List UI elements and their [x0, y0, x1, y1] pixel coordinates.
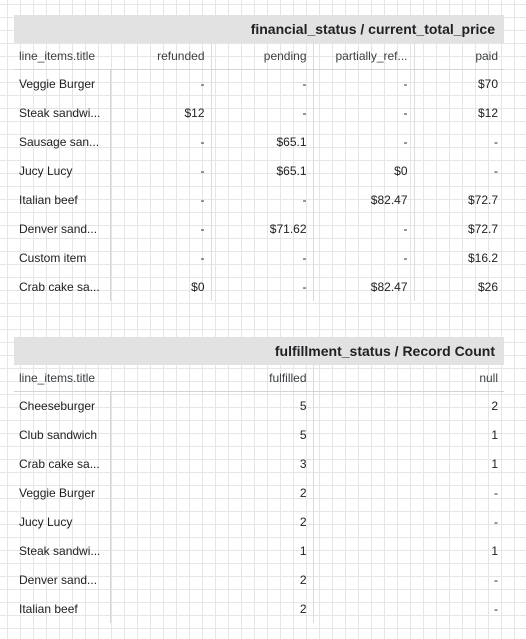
table-cell: -: [110, 156, 211, 185]
table-cell: -: [494, 485, 498, 500]
pivot-grid: [14, 43, 504, 301]
pivot-grid: [14, 365, 504, 623]
table-cell: $0: [313, 156, 414, 185]
table-cell: -: [494, 514, 498, 529]
table-cell: 2: [110, 478, 313, 507]
table-cell: 5: [110, 391, 313, 420]
table-row: [14, 594, 504, 623]
table-cell: $65.1: [211, 127, 313, 156]
table-cell: 1: [110, 536, 313, 565]
table-row: [14, 449, 504, 478]
column-header[interactable]: refunded: [110, 43, 211, 69]
table-cell: $82.47: [313, 272, 414, 301]
header-row: [14, 43, 504, 69]
table-cell: -: [313, 69, 414, 98]
table-cell: 1: [491, 427, 498, 442]
table-cell: $16.2: [467, 250, 498, 265]
table-row: [14, 156, 504, 185]
table-cell: -: [494, 601, 498, 616]
table-cell: -: [110, 243, 211, 272]
table-row: [14, 69, 504, 98]
table-cell: -: [211, 272, 313, 301]
table-row: [14, 565, 504, 594]
table-cell: 1: [491, 456, 498, 471]
table-row: [14, 272, 504, 301]
pivot-table-fulfillment-status: [14, 337, 504, 623]
table-cell: 2: [110, 594, 313, 623]
table-row: [14, 507, 504, 536]
column-header[interactable]: paid: [414, 43, 504, 69]
table-cell: -: [313, 127, 414, 156]
table-cell: -: [494, 572, 498, 587]
column-header[interactable]: fulfilled: [110, 365, 313, 391]
table-cell: -: [313, 98, 414, 127]
column-header[interactable]: null: [313, 365, 504, 391]
column-header[interactable]: pending: [211, 43, 313, 69]
row-label: Veggie Burger: [14, 69, 110, 98]
table-cell: -: [494, 163, 498, 178]
table-cell: 3: [110, 449, 313, 478]
table-cell: -: [110, 185, 211, 214]
table-cell: -: [211, 185, 313, 214]
table-cell: $72.7: [467, 192, 498, 207]
row-label: Jucy Lucy: [14, 156, 110, 185]
table-cell: $71.62: [211, 214, 313, 243]
table-cell: -: [211, 69, 313, 98]
table-row: [14, 391, 504, 420]
column-header[interactable]: partially_ref...: [313, 43, 414, 69]
table-cell: -: [313, 243, 414, 272]
table-cell: -: [110, 69, 211, 98]
row-label: Cheeseburger: [14, 391, 110, 420]
table-cell: -: [211, 98, 313, 127]
row-label: Jucy Lucy: [14, 507, 110, 536]
header-row: [14, 365, 504, 391]
table-cell: $72.7: [467, 221, 498, 236]
row-dimension-header[interactable]: line_items.title: [14, 43, 110, 69]
row-label: Italian beef: [14, 594, 110, 623]
table-cell: -: [313, 214, 414, 243]
table-cell: 2: [491, 398, 498, 413]
table-row: [14, 98, 504, 127]
row-dimension-header[interactable]: line_items.title: [14, 365, 110, 391]
table-cell: 5: [110, 420, 313, 449]
table-cell: -: [494, 134, 498, 149]
table-cell: $70: [477, 76, 498, 91]
table-cell: 2: [110, 507, 313, 536]
table-row: [14, 536, 504, 565]
table-cell: $12: [477, 105, 498, 120]
row-label: Steak sandwi...: [14, 98, 110, 127]
row-label: Steak sandwi...: [14, 536, 110, 565]
table-cell: 1: [491, 543, 498, 558]
row-label: Denver sand...: [14, 565, 110, 594]
table-row: [14, 243, 504, 272]
table-row: [14, 214, 504, 243]
row-label: Club sandwich: [14, 420, 110, 449]
row-label: Crab cake sa...: [14, 449, 110, 478]
table-row: [14, 185, 504, 214]
table-row: [14, 478, 504, 507]
table-cell: -: [110, 127, 211, 156]
table-cell: $82.47: [313, 185, 414, 214]
table-cell: 2: [110, 565, 313, 594]
pivot-title: financial_status / current_total_price: [14, 15, 504, 43]
table-row: [14, 420, 504, 449]
row-label: Denver sand...: [14, 214, 110, 243]
pivot-title: fulfillment_status / Record Count: [14, 337, 504, 365]
row-label: Sausage san...: [14, 127, 110, 156]
table-cell: -: [110, 214, 211, 243]
row-label: Veggie Burger: [14, 478, 110, 507]
row-label: Crab cake sa...: [14, 272, 110, 301]
table-row: [14, 127, 504, 156]
row-label: Italian beef: [14, 185, 110, 214]
row-label: Custom item: [14, 243, 110, 272]
table-cell: $12: [110, 98, 211, 127]
table-cell: -: [211, 243, 313, 272]
table-cell: $0: [110, 272, 211, 301]
table-cell: $65.1: [211, 156, 313, 185]
table-cell: $26: [477, 279, 498, 294]
pivot-table-financial-status: [14, 15, 504, 301]
